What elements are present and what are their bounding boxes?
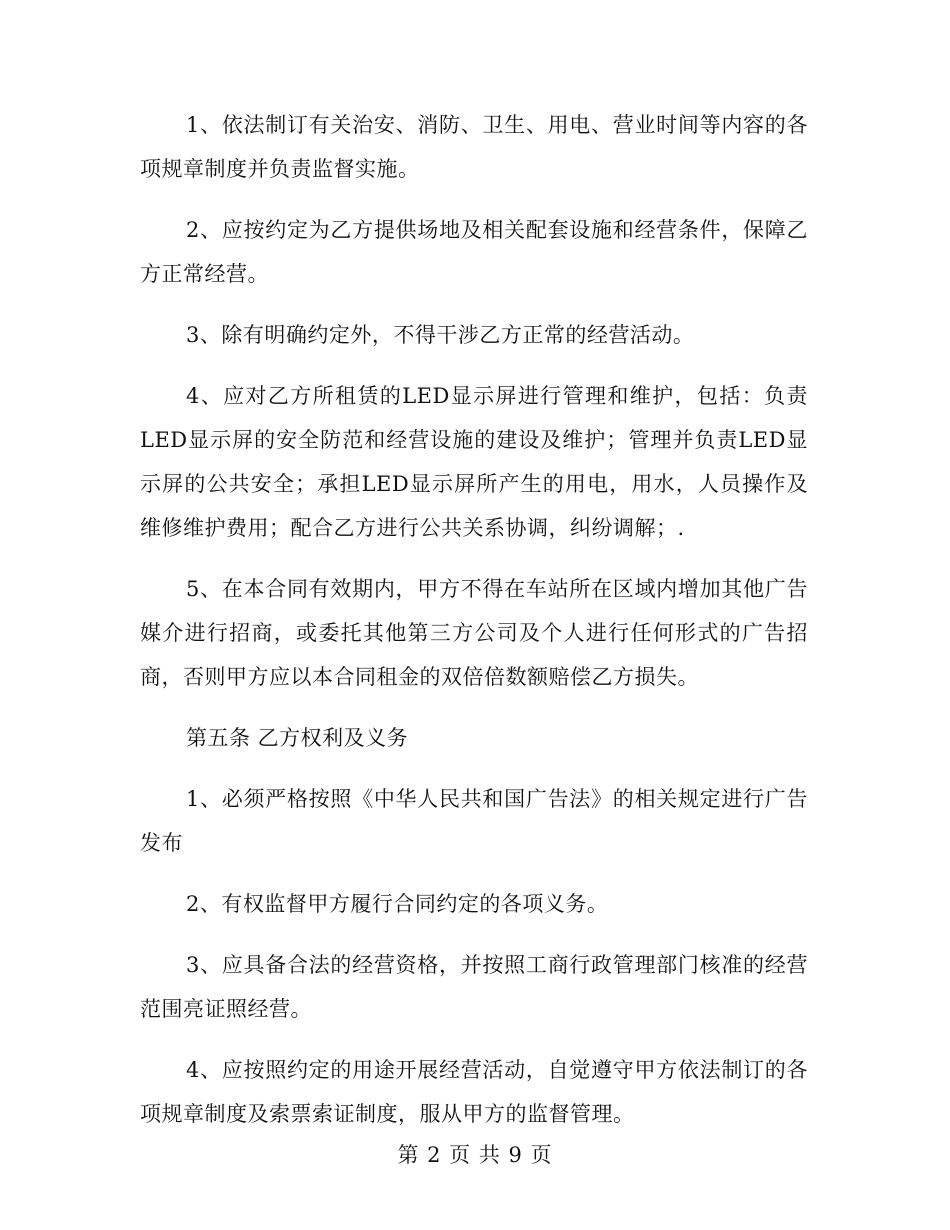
obligation-paragraph-2: 2、有权监督甲方履行合同约定的各项义务。 bbox=[186, 892, 609, 916]
obligation-paragraph-1: 1、必须严格按照《中华人民共和国广告法》的相关规定进行广告发布 bbox=[140, 787, 808, 855]
obligation-paragraph-4: 4、应按照约定的用途开展经营活动，自觉遵守甲方依法制订的各项规章制度及索票索证制度，服从甲方的监督管理。 bbox=[140, 1058, 808, 1126]
obligation-paragraph-3: 3、应具备合法的经营资格，并按照工商行政管理部门核准的经营范围亮证照经营。 bbox=[140, 953, 808, 1021]
section-heading: 第五条 乙方权利及义务 bbox=[186, 726, 409, 750]
clause-paragraph-1: 1、依法制订有关治安、消防、卫生、用电、营业时间等内容的各项规章制度并负责监督实施。 bbox=[140, 113, 808, 181]
clause-paragraph-3: 3、除有明确约定外，不得干涉乙方正常的经营活动。 bbox=[186, 323, 695, 347]
document-body bbox=[140, 103, 808, 1153]
clause-paragraph-5: 5、在本合同有效期内，甲方不得在车站所在区域内增加其他广告媒介进行招商，或委托其他第三方公司及个人进行任何形式的广告招商，否则甲方应以本合同租金的双倍倍数额赔偿乙方损失。 bbox=[140, 577, 808, 689]
clause-paragraph-4: 4、应对乙方所租赁的LED显示屏进行管理和维护，包括：负责LED显示屏的安全防范和经营设施的建设及维护；管理并负责LED显示屏的公共安全；承担LED显示屏所产生的用电，用水，人员操作及维修维护费用；配合乙方进行公共关系协调，纠纷调解；. bbox=[140, 384, 808, 540]
page-number-footer: 第 2 页 共 9 页 bbox=[397, 1143, 553, 1167]
clause-paragraph-2: 2、应按约定为乙方提供场地及相关配套设施和经营条件，保障乙方正常经营。 bbox=[140, 218, 808, 286]
